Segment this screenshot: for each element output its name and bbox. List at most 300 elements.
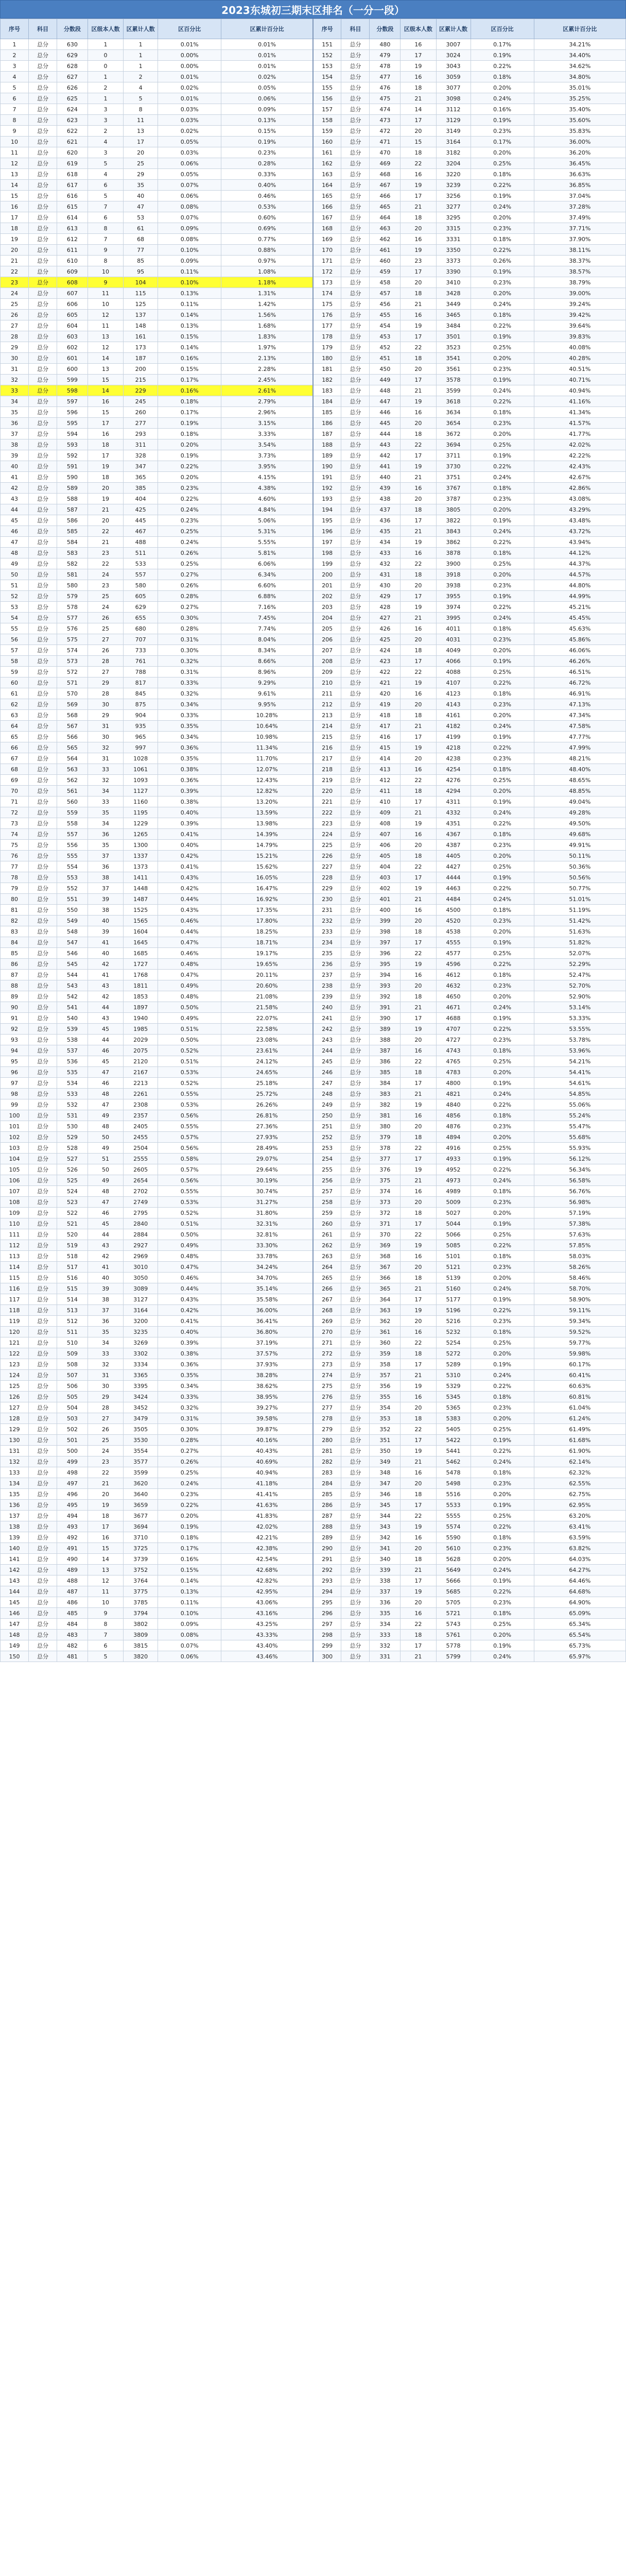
table-cell: 22: [401, 342, 436, 353]
table-cell: 59.77%: [534, 1337, 625, 1348]
table-cell: 80: [1, 894, 29, 905]
table-cell: 0.19%: [471, 1435, 534, 1446]
table-cell: 10: [88, 1597, 123, 1608]
table-cell: 5329: [436, 1381, 471, 1392]
table-cell: 20: [88, 483, 123, 494]
table-cell: 525: [57, 1175, 88, 1186]
table-cell: 365: [370, 1283, 401, 1294]
table-cell: 0.10%: [158, 245, 221, 256]
table-cell: 36: [88, 1316, 123, 1327]
table-cell: 627: [57, 72, 88, 82]
table-cell: 0.16%: [158, 353, 221, 364]
table-cell: 20: [401, 1316, 436, 1327]
table-cell: 总分: [341, 1067, 370, 1078]
table-cell: 409: [370, 807, 401, 818]
table-cell: 9: [1, 126, 29, 137]
table-cell: 21: [401, 1089, 436, 1099]
table-cell: 338: [370, 1575, 401, 1586]
table-cell: 20: [88, 1489, 123, 1500]
table-cell: 5422: [436, 1435, 471, 1446]
table-cell: 22: [401, 558, 436, 569]
table-cell: 2884: [124, 1229, 158, 1240]
table-cell: 5405: [436, 1424, 471, 1435]
table-cell: 148: [124, 320, 158, 331]
table-cell: 570: [57, 688, 88, 699]
table-cell: 533: [124, 558, 158, 569]
table-cell: 577: [57, 613, 88, 623]
table-cell: 0.19%: [471, 115, 534, 126]
table-cell: 34.70%: [221, 1273, 313, 1283]
table-cell: 419: [370, 699, 401, 710]
table-cell: 总分: [29, 937, 57, 948]
table-cell: 38.37%: [534, 256, 625, 266]
table-cell: 460: [370, 256, 401, 266]
table-cell: 0.13%: [221, 115, 313, 126]
table-cell: 526: [57, 1164, 88, 1175]
table-cell: 59.34%: [534, 1316, 625, 1327]
table-cell: 65.09%: [534, 1608, 625, 1619]
table-cell: 37: [88, 851, 123, 861]
table-cell: 总分: [29, 223, 57, 234]
table-cell: 28: [88, 688, 123, 699]
table-row: [1, 1099, 626, 1110]
table-cell: 总分: [29, 1208, 57, 1218]
table-cell: 343: [370, 1521, 401, 1532]
table-cell: 1300: [124, 840, 158, 851]
table-cell: 5044: [436, 1218, 471, 1229]
table-cell: 350: [370, 1446, 401, 1456]
table-cell: 166: [313, 201, 341, 212]
table-row: [1, 82, 626, 93]
table-cell: 45.21%: [534, 602, 625, 613]
table-cell: 18: [401, 1348, 436, 1359]
table-cell: 20: [401, 1402, 436, 1413]
table-cell: 116: [1, 1283, 29, 1294]
table-cell: 0.25%: [471, 1229, 534, 1240]
table-cell: 0.32%: [158, 656, 221, 667]
table-cell: 156: [313, 93, 341, 104]
table-cell: 558: [57, 818, 88, 829]
table-cell: 64.68%: [534, 1586, 625, 1597]
table-cell: 3043: [436, 61, 471, 72]
table-cell: 总分: [29, 180, 57, 191]
table-cell: 0.09%: [158, 223, 221, 234]
table-cell: 3484: [436, 320, 471, 331]
table-cell: 0.56%: [158, 1110, 221, 1121]
table-cell: 366: [370, 1273, 401, 1283]
table-cell: 4.15%: [221, 472, 313, 483]
table-cell: 0.20%: [471, 212, 534, 223]
table-cell: 20: [88, 515, 123, 526]
table-cell: 19: [401, 537, 436, 548]
table-row: [1, 667, 626, 677]
table-cell: 7.45%: [221, 613, 313, 623]
table-cell: 16: [401, 1186, 436, 1197]
table-cell: 445: [370, 418, 401, 429]
table-cell: 1.08%: [221, 266, 313, 277]
table-cell: 257: [313, 1186, 341, 1197]
table-cell: 总分: [341, 991, 370, 1002]
table-cell: 4311: [436, 796, 471, 807]
table-cell: 总分: [29, 1554, 57, 1565]
table-cell: 42.21%: [221, 1532, 313, 1543]
table-cell: 3: [88, 104, 123, 115]
table-cell: 总分: [341, 299, 370, 310]
table-cell: 248: [313, 1089, 341, 1099]
table-row: [1, 591, 626, 602]
table-cell: 288: [313, 1521, 341, 1532]
table-cell: 442: [370, 450, 401, 461]
table-cell: 99: [1, 1099, 29, 1110]
table-cell: 125: [124, 299, 158, 310]
table-row: [1, 699, 626, 710]
table-row: [1, 364, 626, 375]
table-cell: 36.63%: [534, 169, 625, 180]
table-cell: 117: [1, 1294, 29, 1305]
table-cell: 16: [401, 1392, 436, 1402]
table-cell: 总分: [29, 1532, 57, 1543]
table-cell: 5462: [436, 1456, 471, 1467]
table-cell: 3501: [436, 331, 471, 342]
table-cell: 0.00%: [158, 50, 221, 61]
table-cell: 19: [401, 1240, 436, 1251]
table-cell: 25: [88, 1435, 123, 1446]
table-cell: 0.23%: [471, 1035, 534, 1045]
table-row: [1, 732, 626, 742]
table-cell: 463: [370, 223, 401, 234]
table-cell: 16: [401, 1045, 436, 1056]
table-cell: 17: [401, 1435, 436, 1446]
table-cell: 0.25%: [471, 861, 534, 872]
table-cell: 总分: [29, 1446, 57, 1456]
table-cell: 495: [57, 1500, 88, 1511]
table-cell: 3805: [436, 504, 471, 515]
table-cell: 0.18%: [471, 970, 534, 980]
table-cell: 总分: [341, 461, 370, 472]
table-cell: 总分: [29, 407, 57, 418]
table-cell: 0.22%: [471, 883, 534, 894]
table-cell: 65.73%: [534, 1640, 625, 1651]
table-cell: 0.18%: [471, 234, 534, 245]
table-cell: 10: [1, 137, 29, 147]
table-cell: 3794: [124, 1608, 158, 1619]
table-cell: 501: [57, 1435, 88, 1446]
table-cell: 168: [313, 223, 341, 234]
table-cell: 437: [370, 504, 401, 515]
table-cell: 0.42%: [158, 1305, 221, 1316]
table-cell: 总分: [29, 537, 57, 548]
table-cell: 总分: [341, 310, 370, 320]
table-cell: 0.23%: [471, 1316, 534, 1327]
table-cell: 19: [401, 1446, 436, 1456]
table-cell: 总分: [29, 926, 57, 937]
table-cell: 总分: [341, 1532, 370, 1543]
table-cell: 37.28%: [534, 201, 625, 212]
table-cell: 481: [57, 1651, 88, 1662]
table-cell: 70: [1, 786, 29, 796]
table-cell: 17.35%: [221, 905, 313, 916]
table-cell: 3: [88, 147, 123, 158]
table-cell: 3235: [124, 1327, 158, 1337]
table-cell: 5778: [436, 1640, 471, 1651]
table-cell: 680: [124, 623, 158, 634]
table-cell: 29: [124, 169, 158, 180]
table-cell: 44.57%: [534, 569, 625, 580]
table-cell: 52.70%: [534, 980, 625, 991]
table-cell: 0.25%: [158, 1467, 221, 1478]
table-cell: 271: [313, 1337, 341, 1348]
table-row: [1, 883, 626, 894]
table-cell: 50.77%: [534, 883, 625, 894]
table-cell: 22: [401, 861, 436, 872]
table-cell: 169: [313, 234, 341, 245]
table-cell: 482: [57, 1640, 88, 1651]
table-cell: 0.39%: [158, 786, 221, 796]
table-cell: 总分: [341, 807, 370, 818]
table-cell: 4783: [436, 1067, 471, 1078]
table-cell: 0.20%: [158, 1511, 221, 1521]
table-cell: 0.06%: [158, 1651, 221, 1662]
table-cell: 21: [401, 526, 436, 537]
table-cell: 163: [313, 169, 341, 180]
table-cell: 1160: [124, 796, 158, 807]
table-cell: 总分: [341, 916, 370, 926]
table-cell: 19: [401, 677, 436, 688]
table-cell: 0.25%: [471, 1511, 534, 1521]
table-cell: 254: [313, 1154, 341, 1164]
table-cell: 总分: [29, 1316, 57, 1327]
table-cell: 0.23%: [471, 418, 534, 429]
table-cell: 4123: [436, 688, 471, 699]
table-cell: 107: [1, 1186, 29, 1197]
table-cell: 102: [1, 1132, 29, 1143]
table-cell: 435: [370, 526, 401, 537]
table-cell: 4066: [436, 656, 471, 667]
table-cell: 总分: [341, 1218, 370, 1229]
table-cell: 86: [1, 959, 29, 970]
table-cell: 16: [401, 72, 436, 82]
table-cell: 61.90%: [534, 1446, 625, 1456]
table-cell: 0.44%: [158, 926, 221, 937]
table-cell: 0.23%: [158, 483, 221, 494]
table-cell: 0.24%: [471, 1283, 534, 1294]
table-cell: 601: [57, 353, 88, 364]
table-cell: 4463: [436, 883, 471, 894]
table-cell: 19.65%: [221, 959, 313, 970]
table-cell: 448: [370, 385, 401, 396]
table-cell: 19: [401, 461, 436, 472]
table-cell: 21: [401, 1175, 436, 1186]
table-cell: 39.00%: [534, 288, 625, 299]
table-cell: 21: [88, 504, 123, 515]
table-cell: 260: [313, 1218, 341, 1229]
table-cell: 总分: [341, 450, 370, 461]
table-cell: 479: [370, 50, 401, 61]
table-cell: 总分: [341, 364, 370, 375]
table-cell: 393: [370, 980, 401, 991]
table-cell: 26: [1, 310, 29, 320]
table-cell: 630: [57, 39, 88, 50]
table-cell: 0.23%: [471, 1543, 534, 1554]
table-cell: 0.25%: [158, 526, 221, 537]
table-cell: 264: [313, 1262, 341, 1273]
table-row: [1, 1273, 626, 1283]
table-cell: 42: [1, 483, 29, 494]
table-cell: 4332: [436, 807, 471, 818]
table-cell: 179: [313, 342, 341, 353]
table-cell: 15.21%: [221, 851, 313, 861]
table-cell: 总分: [341, 385, 370, 396]
table-cell: 428: [370, 602, 401, 613]
table-cell: 17: [401, 266, 436, 277]
table-cell: 406: [370, 840, 401, 851]
table-cell: 188: [313, 439, 341, 450]
table-cell: 142: [1, 1565, 29, 1575]
table-cell: 52.90%: [534, 991, 625, 1002]
table-cell: 845: [124, 688, 158, 699]
table-cell: 总分: [29, 1543, 57, 1554]
table-cell: 421: [370, 677, 401, 688]
table-cell: 18: [401, 353, 436, 364]
table-cell: 67: [1, 753, 29, 764]
table-row: [1, 180, 626, 191]
table-cell: 4182: [436, 721, 471, 732]
table-cell: 618: [57, 169, 88, 180]
table-cell: 3077: [436, 82, 471, 93]
table-cell: 26.81%: [221, 1110, 313, 1121]
table-cell: 358: [370, 1359, 401, 1370]
table-cell: 22: [401, 948, 436, 959]
table-cell: 0.19%: [471, 515, 534, 526]
table-cell: 211: [313, 688, 341, 699]
table-row: [1, 894, 626, 905]
table-cell: 总分: [341, 180, 370, 191]
table-cell: 30: [1, 353, 29, 364]
table-cell: 341: [370, 1543, 401, 1554]
table-cell: 总分: [29, 1337, 57, 1348]
table-cell: 0.31%: [158, 1413, 221, 1424]
table-cell: 20: [401, 494, 436, 504]
table-cell: 2075: [124, 1045, 158, 1056]
table-cell: 458: [370, 277, 401, 288]
table-cell: 总分: [29, 364, 57, 375]
table-cell: 0.23%: [471, 699, 534, 710]
table-cell: 410: [370, 796, 401, 807]
table-cell: 17: [401, 1575, 436, 1586]
table-cell: 13: [88, 364, 123, 375]
table-cell: 54: [1, 613, 29, 623]
table-cell: 0.55%: [158, 1186, 221, 1197]
table-cell: 13.59%: [221, 807, 313, 818]
table-cell: 总分: [341, 137, 370, 147]
table-cell: 3302: [124, 1348, 158, 1359]
table-cell: 4.60%: [221, 494, 313, 504]
table-cell: 0.26%: [158, 548, 221, 558]
table-row: [1, 310, 626, 320]
table-cell: 382: [370, 1099, 401, 1110]
table-cell: 56.12%: [534, 1154, 625, 1164]
table-cell: 总分: [341, 980, 370, 991]
table-cell: 总分: [341, 732, 370, 742]
table-cell: 0.19%: [471, 450, 534, 461]
table-cell: 3129: [436, 115, 471, 126]
table-cell: 18: [401, 82, 436, 93]
table-cell: 40.51%: [534, 364, 625, 375]
table-cell: 50: [88, 1164, 123, 1175]
table-cell: 53.78%: [534, 1035, 625, 1045]
table-cell: 总分: [341, 1273, 370, 1283]
table-cell: 46.06%: [534, 645, 625, 656]
table-cell: 0.43%: [158, 872, 221, 883]
table-cell: 245: [313, 1056, 341, 1067]
table-cell: 34.62%: [534, 61, 625, 72]
table-cell: 0.27%: [158, 602, 221, 613]
table-cell: 15: [1, 191, 29, 201]
table-cell: 45: [1, 515, 29, 526]
table-row: [1, 385, 626, 396]
table-cell: 总分: [29, 1283, 57, 1294]
table-cell: 0.23%: [471, 364, 534, 375]
table-cell: 229: [313, 883, 341, 894]
table-cell: 56.98%: [534, 1197, 625, 1208]
table-cell: 16: [401, 1532, 436, 1543]
table-cell: 364: [370, 1294, 401, 1305]
table-cell: 4894: [436, 1132, 471, 1143]
table-cell: 57.63%: [534, 1229, 625, 1240]
table-cell: 37.19%: [221, 1337, 313, 1348]
table-cell: 20: [401, 1197, 436, 1208]
table-cell: 47: [1, 537, 29, 548]
table-cell: 21: [401, 1002, 436, 1013]
table-cell: 0.41%: [158, 861, 221, 872]
table-cell: 405: [370, 851, 401, 861]
table-cell: 561: [57, 786, 88, 796]
table-cell: 0.18%: [471, 310, 534, 320]
table-cell: 4632: [436, 980, 471, 991]
table-cell: 总分: [29, 548, 57, 558]
table-cell: 1768: [124, 970, 158, 980]
table-cell: 总分: [29, 1089, 57, 1099]
table-cell: 381: [370, 1110, 401, 1121]
table-cell: 64.03%: [534, 1554, 625, 1565]
table-cell: 总分: [29, 1110, 57, 1121]
table-cell: 875: [124, 699, 158, 710]
table-cell: 40.94%: [534, 385, 625, 396]
table-cell: 3204: [436, 158, 471, 169]
table-row: [1, 775, 626, 786]
table-cell: 427: [370, 613, 401, 623]
table-cell: 21: [401, 721, 436, 732]
table-cell: 170: [313, 245, 341, 256]
table-cell: 0.08%: [158, 234, 221, 245]
table-cell: 0.22%: [471, 396, 534, 407]
table-row: [1, 288, 626, 299]
table-cell: 390: [370, 1013, 401, 1024]
table-cell: 489: [57, 1565, 88, 1575]
table-cell: 18: [401, 1273, 436, 1283]
table-cell: 0.19%: [471, 732, 534, 742]
table-cell: 365: [124, 472, 158, 483]
table-cell: 46: [88, 1045, 123, 1056]
table-cell: 202: [313, 591, 341, 602]
table-cell: 475: [370, 93, 401, 104]
table-cell: 总分: [341, 634, 370, 645]
table-cell: 360: [370, 1337, 401, 1348]
table-cell: 614: [57, 212, 88, 223]
table-cell: 0.05%: [221, 82, 313, 93]
table-cell: 5254: [436, 1337, 471, 1348]
table-cell: 34: [1, 396, 29, 407]
